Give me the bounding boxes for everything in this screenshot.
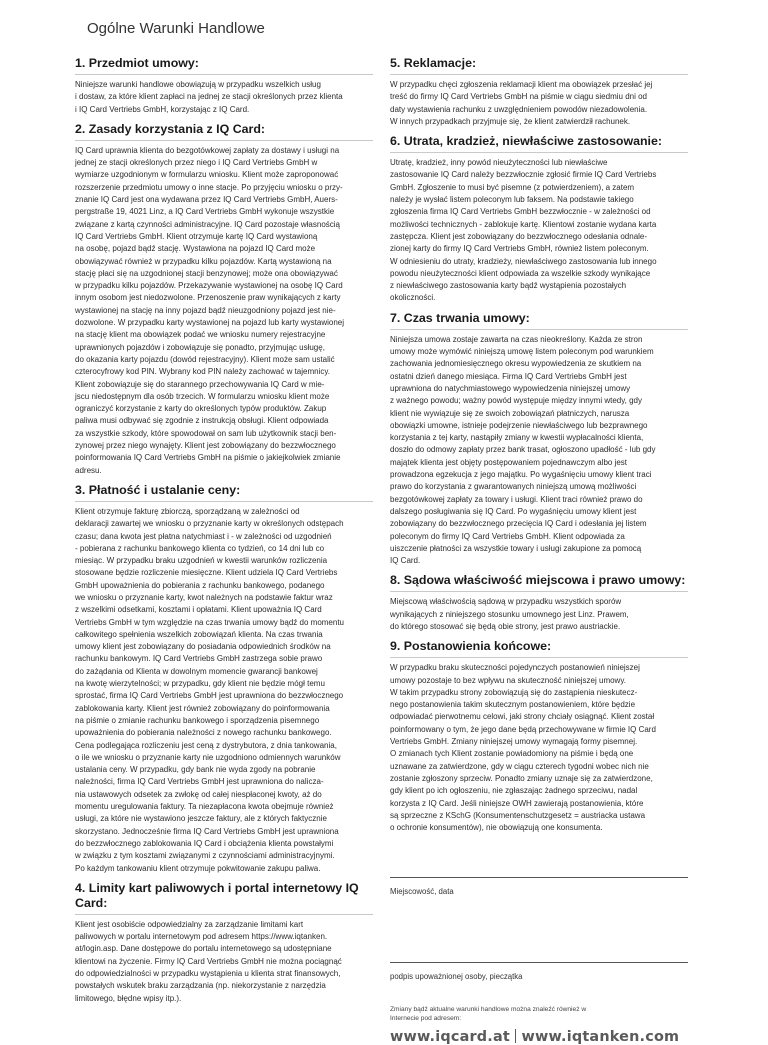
signature-block [390, 842, 688, 981]
section-heading: 7. Czas trwania umowy: [390, 311, 688, 330]
website-link-iqtanken[interactable]: www.iqtanken.com [521, 1029, 680, 1045]
section-heading: 8. Sądowa właściwość miejscowa i prawo umowy: [390, 573, 688, 592]
page-title: Ogólne Warunki Handlowe [87, 20, 265, 37]
website-link-iqcard[interactable]: www.iqcard.at [390, 1029, 510, 1045]
section-text: W przypadku braku skuteczności pojedynczych postanowień niniejszej umowy pozostaje to bez wpływu na skuteczność niniejszej umowy. W takim przypadku strony zobowiązują się do zastąpienia nieskutecz- nego postanowienia takim skutecznym postanowieniem, które będzie odpowiadać pierwotnemu celowi, jaki strony chciały osiągnąć. Klient został poinformowany o tym, że jego dane będą przechowywane w firmie IQ Card Vertriebs GmbH. Zmiany niniejszej umowy wymagają formy pisemnej. O zmianach tych Klient zostanie powiadomiony na piśmie i będą one uznawane za zatwierdzone, gdy w ciągu czterech tygodni wobec nich nie zostanie zgłoszony sprzeciw. Ponadto zmiany uznaje się za zatwierdzone, gdy klient po ich ogłoszeniu, nie zgłaszając żadnego sprzeciwu, nadal korzysta z IQ Card. Jeśli niniejsze OWH zawierają postanowienia, które są sprzeczne z KSchG (Konsumentenschutzgesetz = austriacka ustawa o ochronie konsumentów), nie obowiązują one konsumenta. [390, 663, 656, 833]
section-loss-theft [390, 134, 688, 305]
signature-label: podpis upoważnionej osoby, pieczątka [390, 972, 523, 982]
section-final-provisions [390, 639, 688, 834]
section-text: Miejscową właściwością sądową w przypadku wszystkich sporów wynikających z niniejszego stosunku umownego jest Linz. Prawem, do którego stosować się będą obie strony, jest prawo austriackie. [390, 597, 629, 631]
place-date-line [390, 877, 688, 878]
signature-line [390, 962, 688, 963]
section-text: Niniejsze warunki handlowe obowiązują w przypadku wszelkich usług i dostaw, za które klient zapłaci na jednej ze stacji określonych przez klienta i IQ Card Vertriebs GmbH, korzystając z IQ Card. [75, 80, 343, 114]
section-text: W przypadku chęci zgłoszenia reklamacji klient ma obowiązek przesłać jej treść do firmy IQ Card Vertriebs GmbH na piśmie w ciągu siedmiu dni od daty wystawienia rachunku z uwzględnieniem powodów niezadowolenia. W innych przypadkach przyjmuje się, że klient zatwierdził rachunek. [390, 80, 653, 126]
section-text: IQ Card uprawnia klienta do bezgotówkowej zapłaty za dostawy i usługi na jednej ze stacji określonych przez niego i IQ Card Vertriebs GmbH w wymiarze uzgodnionym w formularzu wniosku. Klient może zaproponować rozszerzenie przedmiotu umowy o inne stacje. Po przyjęciu wniosku o przy- znanie IQ Card jest ona wydawana przez IQ Card Vertriebs GmbH, Auers- pergstraße 19, 4021 Linz, a IQ Card Vertriebs GmbH wykonuje wszystkie związane z kartą czynności administracyjne. IQ Card pozostaje własnością IQ Card Vertriebs GmbH. Klient otrzymuje kartę IQ Card wystawioną na osobę, pojazd bądź stację. Wystawiona na pojazd IQ Card może obowiązywać również w przypadku kilku pojazdów. Kartą wystawioną na stację płaci się na uzgodnionej stacji benzynowej; może ona obowiązywać w przypadku kilku pojazdów. Przekazywanie wystawionej na osobę IQ Card innym osobom jest niedozwolone. Przenoszenie praw wynikających z karty wystawionej na stację na inny pojazd bądź nieuzgodniony pojazd jest nie- dozwolone. W przypadku karty wystawionej na pojazd lub karty wystawionej na stację klient ma obowiązek podać we wniosku numery rejestracyjne uprawnionych pojazdów i zobowiązuje się ponadto, przyjmując usługę, do okazania karty pojazdu (dowód rejestracyjny). Klient może sam ustalić czterocyfrowy kod PIN. Wybrany kod PIN należy zachować w tajemnicy. Klient zobowiązuje się do starannego przechowywania IQ Card w mie- jscu niedostępnym dla osób trzecich. W formularzu wniosku klient może ograniczyć korzystanie z karty do określonych typów produktów. Zakup paliwa musi odbywać się zgodnie z instrukcją obsługi. Klient odpowiada za wszystkie szkody, które spowodował on sam lub użytkownik stacji ben- zynowej przez niego wynajęty. Klient jest zobowiązany do bezzwłocznego poinformowania IQ Card Vertriebs GmbH na piśmie o jakiejkolwiek zmianie adresu. [75, 145, 345, 475]
section-heading: 4. Limity kart paliwowych i portal internetowy IQ Card: [75, 881, 373, 915]
separator [515, 1029, 517, 1043]
section-heading: 2. Zasady korzystania z IQ Card: [75, 122, 373, 141]
right-column [390, 56, 688, 1045]
section-heading: 1. Przedmiot umowy: [75, 56, 373, 75]
left-column [75, 56, 373, 1011]
footer-note: Zmiany bądź aktualne warunki handlowe można znaleźć również w Internecie pod adresem: [390, 1006, 587, 1023]
section-limits-portal [75, 881, 373, 1005]
section-heading: 5. Reklamacje: [390, 56, 688, 75]
website-links [390, 1029, 688, 1045]
section-heading: 6. Utrata, kradzież, niewłaściwe zastosowanie: [390, 134, 688, 153]
section-text: Utratę, kradzież, inny powód nieużyteczności lub niewłaściwe zastosowanie IQ Card należy bezzwłocznie zgłosić firmie IQ Card Vertriebs GmbH. Zgłoszenie to musi być pisemne (z potwierdzeniem), a zatem należy je wysłać listem poleconym lub faksem. Na podstawie takiego zgłoszenia firma IQ Card Vertriebs GmbH bezzwłocznie - w zależności od możliwości technicznych - zablokuje kartę. Klientowi zostanie wydana karta zastępcza. Klient jest zobowiązany do bezzwłocznego odesłania odnale- zionej karty do firmy IQ Card Vertriebs GmbH, również listem poleconym. W odniesieniu do utraty, kradzieży, niewłaściwego zastosowania lub innego powodu nieużyteczności klient odpowiada za wszelkie szkody wynikające z niewłaściwego zastosowania karty bądź wystąpienia pozostałych okoliczności. [390, 158, 657, 303]
section-text: Niniejsza umowa zostaje zawarta na czas nieokreślony. Każda ze stron umowy może wymówić niniejszą umowę listem poleconym pod warunkiem zachowania jednomiesięcznego okresu wypowiedzenia ze skutkiem na ostatni dzień danego miesiąca. Firma IQ Card Vertriebs GmbH jest uprawniona do natychmiastowego wypowiedzenia niniejszej umowy z ważnego powodu; ważny powód występuje między innymi wtedy, gdy klient nie wywiązuje się ze swoich zobowiązań płatniczych, narusza obowiązki umowne, istnieje podejrzenie niewłaściwego lub bezprawnego korzystania z tej karty, nastąpiły zmiany w kwestii wypłacalności klienta, doszło do odmowy zapłaty przez bank trasat, ogłoszono upadłość - lub gdy majątek klienta jest objęty postępowaniem pojednawczym albo jest prowadzona egzekucja z jego majątku. Po wygaśnięciu umowy klient traci prawo do korzystania z gwarantowanych niniejszą umową możliwości bezgotówkowej zapłaty za towary i usługi. Klient traci również prawo do dalszego posługiwania się IQ Card. Po wygaśnięciu umowy klient jest zobowiązany do bezzwłocznego przecięcia IQ Card i odesłania jej listem poleconym do firmy IQ Card Vertriebs GmbH. Klient odpowiada za uiszczenie płatności za wszystkie towary i usługi zakupione za pomocą IQ Card. [390, 334, 656, 566]
section-text: Klient jest osobiście odpowiedzialny za zarządzanie limitami kart paliwowych w portalu internetowym pod adresem https://www.iqtanken. at/login.asp. Dane dostępowe do portalu internetowego są udostępniane klientowi na życzenie. Firmy IQ Card Vertriebs GmbH nie można pociągnąć do odpowiedzialności w przypadku wystąpienia u klienta strat finansowych, powstałych wskutek braku zarządzania (np. niekorzystanie z narzędzia limitowego, błędne wpisy itp.). [75, 919, 342, 1003]
section-heading: 9. Postanowienia końcowe: [390, 639, 688, 658]
section-duration [390, 311, 688, 568]
section-payment [75, 483, 373, 875]
place-date-label: Miejscowość, data [390, 887, 454, 897]
section-complaints [390, 56, 688, 128]
section-jurisdiction [390, 573, 688, 633]
section-subject [75, 56, 373, 116]
section-usage-rules [75, 122, 373, 477]
section-text: Klient otrzymuje fakturę zbiorczą, sporządzaną w zależności od deklaracji zawartej we wniosku o przyznanie karty w określonych odstępach czasu; dana kwota jest płatna natychmiast i - w zależności od uzgodnień - pobierana z rachunku bankowego klienta co tydzień, co 14 dni lub co miesiąc. W przypadku braku uzgodnień w kwestii warunków rozliczenia stosowane będzie rozliczenie miesięczne. Klient udziela IQ Card Vertriebs GmbH upoważnienia do pobierania z rachunku bankowego, podanego we wniosku o przyznanie karty, kwot należnych na podstawie faktur wraz z wszelkimi odsetkami, kosztami i opłatami. Klient upoważnia IQ Card Vertriebs GmbH w tym względzie na czas trwania umowy bądź do momentu całkowitego spełnienia wszelkich zobowiązań klienta. Na czas trwania umowy klient jest zobowiązany do posiadania odpowiednich środków na rachunku bankowym. IQ Card Vertriebs GmbH zastrzega sobie prawo do zażądania od Klienta w dowolnym momencie gwarancji bankowej na kwotę wierzytelności; w przypadku, gdy klient nie będzie mógł temu sprostać, firma IQ Card Vertriebs GmbH jest uprawniona do bezzwłocznego zablokowania karty. Klient jest również zobowiązany do poinformowania na piśmie o zmianie rachunku bankowego i sporządzenia pisemnego upoważnienia do pobierania należności z nowego rachunku bankowego. Cena podlegająca rozliczeniu jest ceną z dystrybutora, z dnia tankowania, o ile we wniosku o przyznanie karty nie uzgodniono odmiennych warunków ustalania ceny. W przypadku, gdy bank nie wyda zgody na pobranie należności, firma IQ Card Vertriebs GmbH jest uprawniona do nalicza- nia ustawowych odsetek za zwłokę od całej niespłaconej kwoty, aż do momentu uregulowania faktury. Ta niezapłacona kwota obejmuje również usługi, za które nie wystawiono jeszcze faktury, ale z których faktycznie skorzystano. Jednocześnie firma IQ Card Vertriebs GmbH jest uprawniona do bezzwłocznego zablokowania IQ Card i obciążenia klienta powstałymi w związku z tym kosztami związanymi z czynnościami administracyjnymi. Po każdym tankowaniu klient otrzymuje pokwitowanie zakupu paliwa. [75, 506, 344, 873]
section-heading: 3. Płatność i ustalanie ceny: [75, 483, 373, 502]
